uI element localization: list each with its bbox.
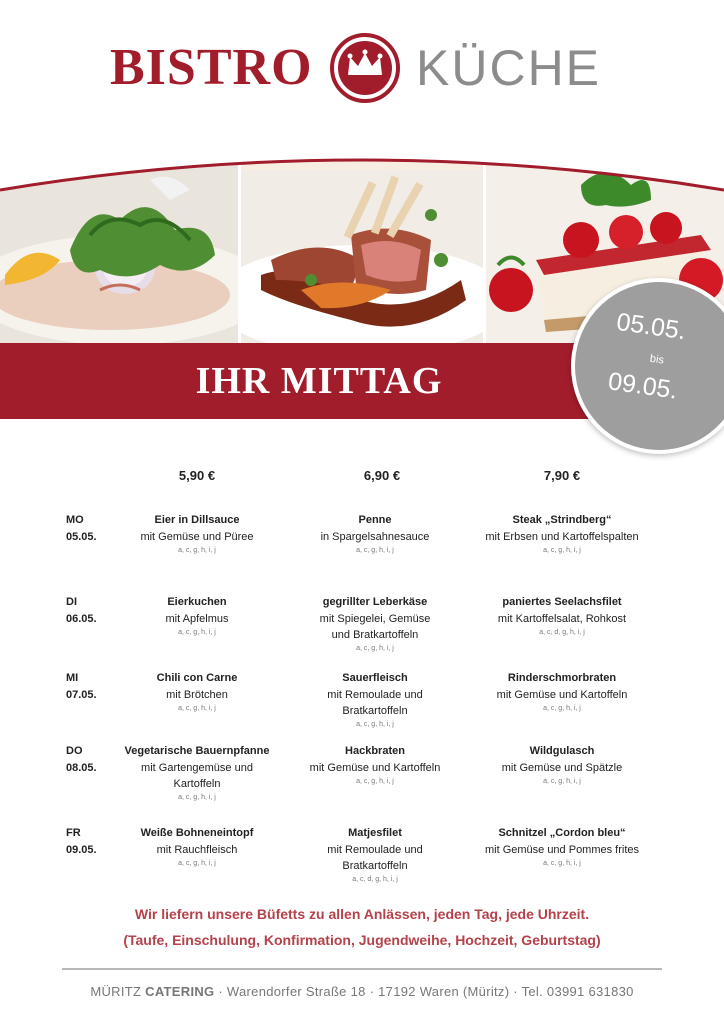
- dish-allergens: a, c, g, h, i, j: [543, 778, 581, 785]
- day-label: [66, 825, 97, 859]
- dish-description: mit Gemüse und Spätzle: [501, 762, 623, 774]
- dish-name: Rinderschmorbraten: [507, 672, 617, 684]
- dish-allergens: a, c, g, h, i, j: [356, 721, 394, 728]
- dish-name: gegrillter Leberkäse: [322, 596, 428, 608]
- day-date: 08.05.: [66, 762, 97, 774]
- dish-name: Wildgulasch: [529, 745, 595, 757]
- dish-cell: [107, 670, 287, 715]
- contact-details: · Warendorfer Straße 18 · 17192 Waren (Müritz) · Tel. 03991 631830: [214, 984, 634, 999]
- logo-word-bistro: BISTRO: [110, 39, 313, 96]
- promo-line-1: Wir liefern unsere Büfetts zu allen Anlässen, jeden Tag, jede Uhrzeit.: [134, 906, 590, 922]
- day-date: 09.05.: [66, 844, 97, 856]
- dish-description: mit Rauchfleisch: [156, 844, 238, 856]
- dish-allergens: a, c, g, h, i, j: [178, 629, 216, 636]
- dish-description: mit Gartengemüse und: [141, 762, 253, 774]
- dish-allergens: a, c, g, h, i, j: [356, 645, 394, 652]
- dish-allergens: a, c, g, h, i, j: [356, 778, 394, 785]
- dish-description: mit Apfelmus: [165, 613, 229, 625]
- dish-cell: [472, 670, 652, 715]
- dish-name: Sauerfleisch: [342, 672, 408, 684]
- dish-description: Kartoffeln: [173, 778, 221, 790]
- dish-name: Eier in Dillsauce: [154, 514, 240, 526]
- dish-cell: [285, 743, 465, 788]
- dish-cell: [472, 594, 652, 639]
- dish-name: Hackbraten: [345, 745, 405, 757]
- dish-allergens: a, c, g, h, i, j: [178, 860, 216, 867]
- contact-line: [0, 984, 724, 999]
- dish-allergens: a, c, g, h, i, j: [543, 547, 581, 554]
- dish-allergens: a, c, g, h, i, j: [178, 705, 216, 712]
- price-column-3: 7,90 €: [543, 468, 581, 483]
- dish-description: in Spargelsahnesauce: [320, 531, 430, 543]
- day-date: 06.05.: [66, 613, 97, 625]
- dish-allergens: a, c, d, g, h, i, j: [352, 876, 398, 883]
- dish-description: mit Spiegelei, Gemüse: [319, 613, 431, 625]
- dish-cell: [285, 594, 465, 655]
- dish-name: Penne: [358, 514, 392, 526]
- dish-allergens: a, c, d, g, h, i, j: [539, 629, 585, 636]
- dish-cell: [285, 512, 465, 557]
- crown-icon: [330, 33, 400, 103]
- contact-brand: CATERING: [145, 984, 215, 999]
- dish-name: Steak „Strindberg“: [512, 514, 612, 526]
- dish-name: Eierkuchen: [167, 596, 227, 608]
- logo: [0, 28, 724, 108]
- dish-cell: [285, 825, 465, 886]
- dish-description: mit Gemüse und Püree: [140, 531, 254, 543]
- dish-allergens: a, c, g, h, i, j: [543, 705, 581, 712]
- footer-divider: [62, 968, 662, 970]
- date-to: 09.05.: [606, 367, 680, 405]
- day-label: [66, 743, 97, 777]
- day-abbr: FR: [66, 827, 81, 839]
- dish-description: mit Gemüse und Kartoffeln: [309, 762, 441, 774]
- dish-description: und Bratkartoffeln: [331, 629, 419, 641]
- price-column-1: 5,90 €: [178, 468, 216, 483]
- day-label: [66, 670, 97, 704]
- dish-cell: [285, 670, 465, 731]
- dish-allergens: a, c, g, h, i, j: [543, 860, 581, 867]
- dish-cell: [107, 594, 287, 639]
- dish-description: Bratkartoffeln: [342, 705, 408, 717]
- dish-description: mit Gemüse und Kartoffeln: [496, 689, 628, 701]
- logo-word-kueche: KÜCHE: [416, 40, 602, 96]
- dish-description: mit Gemüse und Pommes frites: [484, 844, 640, 856]
- dish-name: Vegetarische Bauernpfanne: [124, 745, 270, 757]
- dish-cell: [107, 743, 287, 804]
- contact-prefix: MÜRITZ: [90, 984, 142, 999]
- dish-description: mit Erbsen und Kartoffelspalten: [485, 531, 639, 543]
- dish-cell: [472, 512, 652, 557]
- day-abbr: DO: [66, 745, 83, 757]
- dish-cell: [107, 825, 287, 870]
- dish-description: mit Brötchen: [166, 689, 228, 701]
- dish-cell: [472, 743, 652, 788]
- page-title: IHR MITTAG: [195, 360, 443, 402]
- dish-description: Bratkartoffeln: [342, 860, 408, 872]
- dish-description: mit Remoulade und: [327, 689, 423, 701]
- dish-name: paniertes Seelachsfilet: [502, 596, 622, 608]
- dish-name: Matjesfilet: [348, 827, 402, 839]
- dish-allergens: a, c, g, h, i, j: [178, 794, 216, 801]
- dish-name: Schnitzel „Cordon bleu“: [498, 827, 626, 839]
- dish-allergens: a, c, g, h, i, j: [178, 547, 216, 554]
- day-label: [66, 512, 97, 546]
- dish-name: Chili con Carne: [156, 672, 238, 684]
- date-badge: [560, 267, 724, 466]
- header-arc: [0, 120, 724, 200]
- day-abbr: MO: [66, 514, 84, 526]
- promo-line-2: (Taufe, Einschulung, Konfirmation, Jugendweihe, Hochzeit, Geburtstag): [123, 932, 601, 948]
- price-column-2: 6,90 €: [363, 468, 401, 483]
- dish-description: mit Remoulade und: [327, 844, 423, 856]
- date-from: 05.05.: [614, 307, 688, 346]
- dish-cell: [472, 825, 652, 870]
- day-date: 07.05.: [66, 689, 97, 701]
- dish-name: Weiße Bohneneintopf: [140, 827, 254, 839]
- dish-description: mit Kartoffelsalat, Rohkost: [497, 613, 627, 625]
- dish-allergens: a, c, g, h, i, j: [356, 547, 394, 554]
- day-abbr: DI: [66, 596, 77, 608]
- dish-cell: [107, 512, 287, 557]
- day-abbr: MI: [66, 672, 79, 684]
- day-date: 05.05.: [66, 531, 97, 543]
- day-label: [66, 594, 97, 628]
- date-bis: bis: [649, 352, 665, 367]
